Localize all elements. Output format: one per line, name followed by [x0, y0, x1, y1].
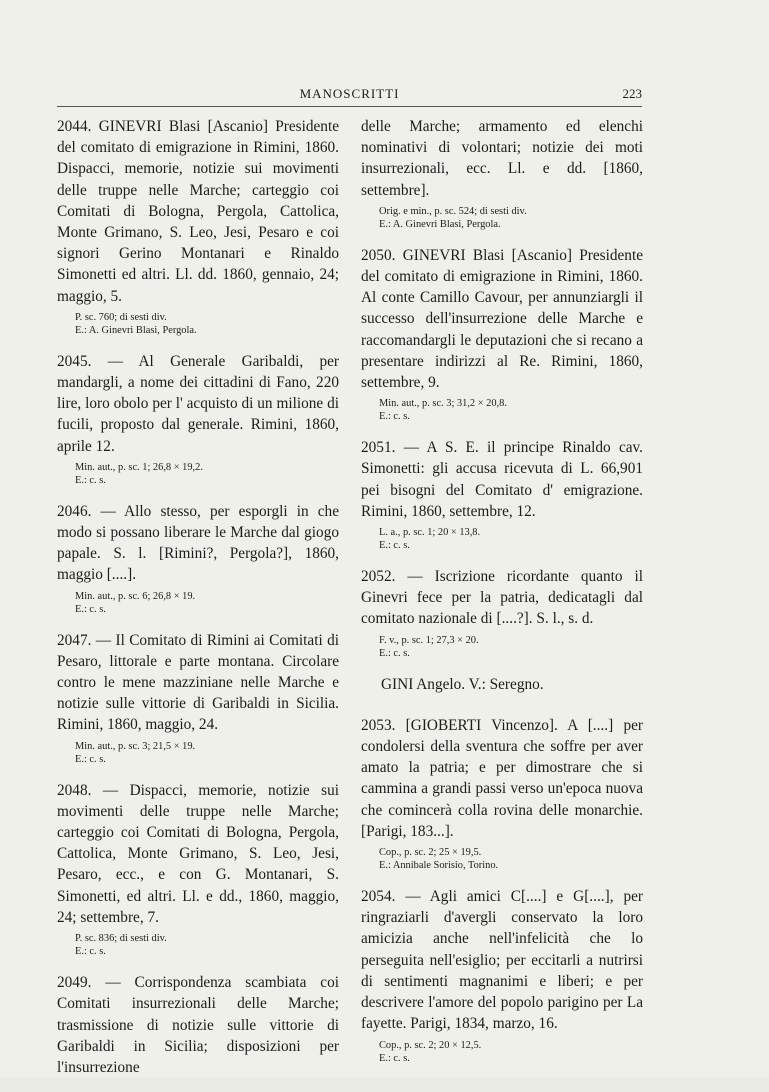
- exhibitor-note: E.: c. s.: [75, 753, 106, 765]
- running-header: [57, 86, 642, 106]
- physical-note: F. v., p. sc. 1; 27,3 × 20.: [379, 634, 479, 646]
- entry-note: [57, 311, 339, 337]
- entry-note: [361, 634, 643, 660]
- physical-note: Min. aut., p. sc. 3; 21,5 × 19.: [75, 740, 196, 752]
- catalog-entry: [57, 351, 339, 487]
- entry-text: 2047. — Il Comitato di Rimini ai Comitati di Pesaro, littorale e parte montana. Circolare contro le mene mazziniane nelle Marche e notizie sulle vittorie di Garibaldi in Sicilia. Rimini, 1860, maggio, 24.: [57, 631, 339, 734]
- physical-note: P. sc. 760; di sesti div.: [75, 311, 167, 323]
- exhibitor-note: E.: A. Ginevri Blasi, Pergola.: [379, 218, 501, 230]
- physical-note: Cop., p. sc. 2; 20 × 12,5.: [379, 1039, 482, 1051]
- catalog-entry: [361, 886, 643, 1064]
- entry-text: 2054. — Agli amici C[....] e G[....], per ringraziarli d'avergli conservato la loro amicizia anche nell'infelicità che lo perseguita nell'esiglio; per eccitarli a nutrirsi di sentimenti magnanimi e liberi; e per descrivere l'amore del popolo parigino per La fayette. Parigi, 1834, marzo, 16.: [361, 888, 643, 1033]
- exhibitor-note: E.: c. s.: [75, 946, 106, 958]
- catalog-entry: [57, 116, 339, 337]
- catalog-entry: [361, 245, 643, 423]
- entry-text: 2044. GINEVRI Blasi [Ascanio] Presidente del comitato di emigrazione in Rimini, 1860. Dispacci, memorie, notizie sui movimenti delle truppe nelle Marche; carteggio coi Comitati di Bologna, Pergola, Cattolica, Monte Grimano, S. Leo, Jesi, Pesaro e coi signori Gerino Montanari e Rinaldo Simonetti ed altri. Ll. dd. 1860, gennaio, 24; maggio, 5.: [57, 118, 339, 305]
- entry-note: [361, 526, 643, 552]
- left-column: [57, 116, 339, 1092]
- entry-note: [57, 932, 339, 958]
- entry-text: 2052. — Iscrizione ricordante quanto il Ginevri fece per la patria, dedicatagli dal comitato nazionale di [....?]. S. l., s. d.: [361, 568, 643, 628]
- exhibitor-note: E.: c. s.: [75, 474, 106, 486]
- exhibitor-note: E.: c. s.: [75, 603, 106, 615]
- catalog-entry: [57, 630, 339, 766]
- catalog-entry: [361, 437, 643, 552]
- entry-note: [361, 205, 643, 231]
- cross-reference: GINI Angelo. V.: Seregno.: [381, 675, 544, 693]
- catalog-entry: [361, 116, 643, 231]
- entry-text: 2053. [GIOBERTI Vincenzo]. A [....] per condolersi della sventura che soffre per aver amato la patria; e per dimostrare che si cammina a grandi passi verso un'epoca nuova che comincerà colla rovina delle monarchie. [Parigi, 183...].: [361, 716, 643, 840]
- exhibitor-note: E.: c. s.: [379, 411, 410, 423]
- exhibitor-note: E.: c. s.: [379, 647, 410, 659]
- catalog-entry: [57, 501, 339, 616]
- entry-note: [57, 590, 339, 616]
- exhibitor-note: E.: c. s.: [379, 540, 410, 552]
- physical-note: Min. aut., p. sc. 3; 31,2 × 20,8.: [379, 398, 507, 410]
- physical-note: P. sc. 836; di sesti div.: [75, 933, 167, 945]
- physical-note: Min. aut., p. sc. 6; 26,8 × 19.: [75, 590, 196, 602]
- catalog-entry: [361, 715, 643, 872]
- entry-note: [361, 1039, 643, 1065]
- page-number: 223: [622, 86, 642, 101]
- catalog-entry: [361, 566, 643, 660]
- entry-text: 2048. — Dispacci, memorie, notizie sui movimenti delle truppe nelle Marche; carteggio coi Comitati di Bologna, Pergola, Cattolica, Monte Grimano, S. Leo, Jesi, Pesaro, ecc., e con G. Montanari, S. Simonetti, ed altri. Ll. e dd., 1860, maggio, 24; settembre, 7.: [57, 781, 339, 926]
- entry-text: 2051. — A S. E. il principe Rinaldo cav. Simonetti: gli accusa ricevuta di L. 66,901 pei bisogni del Comitato d' emigrazione. Rimini, 1860, settembre, 12.: [361, 439, 643, 520]
- entry-text: delle Marche; armamento ed elenchi nominativi di volontari; notizie dei moti insurrezionali, ecc. Ll. e dd. [1860, settembre].: [361, 118, 643, 199]
- physical-note: Min. aut., p. sc. 1; 26,8 × 19,2.: [75, 461, 203, 473]
- entry-text: 2049. — Corrispondenza scambiata coi Comitati insurrezionali delle Marche; trasmissione di notizie sulle vittorie di Garibaldi in Sicilia; disposizioni per l'insurrezione: [57, 974, 339, 1076]
- entry-text: 2050. GINEVRI Blasi [Ascanio] Presidente del comitato di emigrazione in Rimini, 1860. Al conte Camillo Cavour, per annunziargli il successo dell'insurrezione delle Marche e raccomandargli le deputazioni che si recano a presentare indirizzi al Re. Rimini, 1860, settembre, 9.: [361, 246, 643, 392]
- exhibitor-note: E.: Annibale Sorisio, Torino.: [379, 860, 499, 872]
- entry-note: [361, 397, 643, 423]
- right-column: [361, 116, 643, 1079]
- header-rule: [57, 106, 642, 107]
- physical-note: L. a., p. sc. 1; 20 × 13,8.: [379, 527, 481, 539]
- entry-note: [361, 846, 643, 872]
- entry-text: 2046. — Allo stesso, per esporgli in che modo si possano liberare le Marche dal giogo papale. S. l. [Rimini?, Pergola?], 1860, maggio [....].: [57, 502, 339, 584]
- physical-note: Cop., p. sc. 2; 25 × 19,5.: [379, 847, 482, 859]
- running-title: MANOSCRITTI: [299, 86, 400, 101]
- catalog-entry: [57, 780, 339, 958]
- exhibitor-note: E.: A. Ginevri Blasi, Pergola.: [75, 324, 197, 336]
- entry-note: [57, 740, 339, 766]
- physical-note: Orig. e min., p. sc. 524; di sesti div.: [379, 205, 527, 217]
- catalog-entry: [57, 972, 339, 1078]
- exhibitor-note: E.: c. s.: [379, 1052, 410, 1064]
- entry-text: 2045. — Al Generale Garibaldi, per mandargli, a nome dei cittadini di Fano, 220 lire, loro obolo per l' acquisto di un milione di fucili, proposto dal generale. Rimini, 1860, aprile 12.: [57, 352, 339, 455]
- entry-note: [57, 461, 339, 487]
